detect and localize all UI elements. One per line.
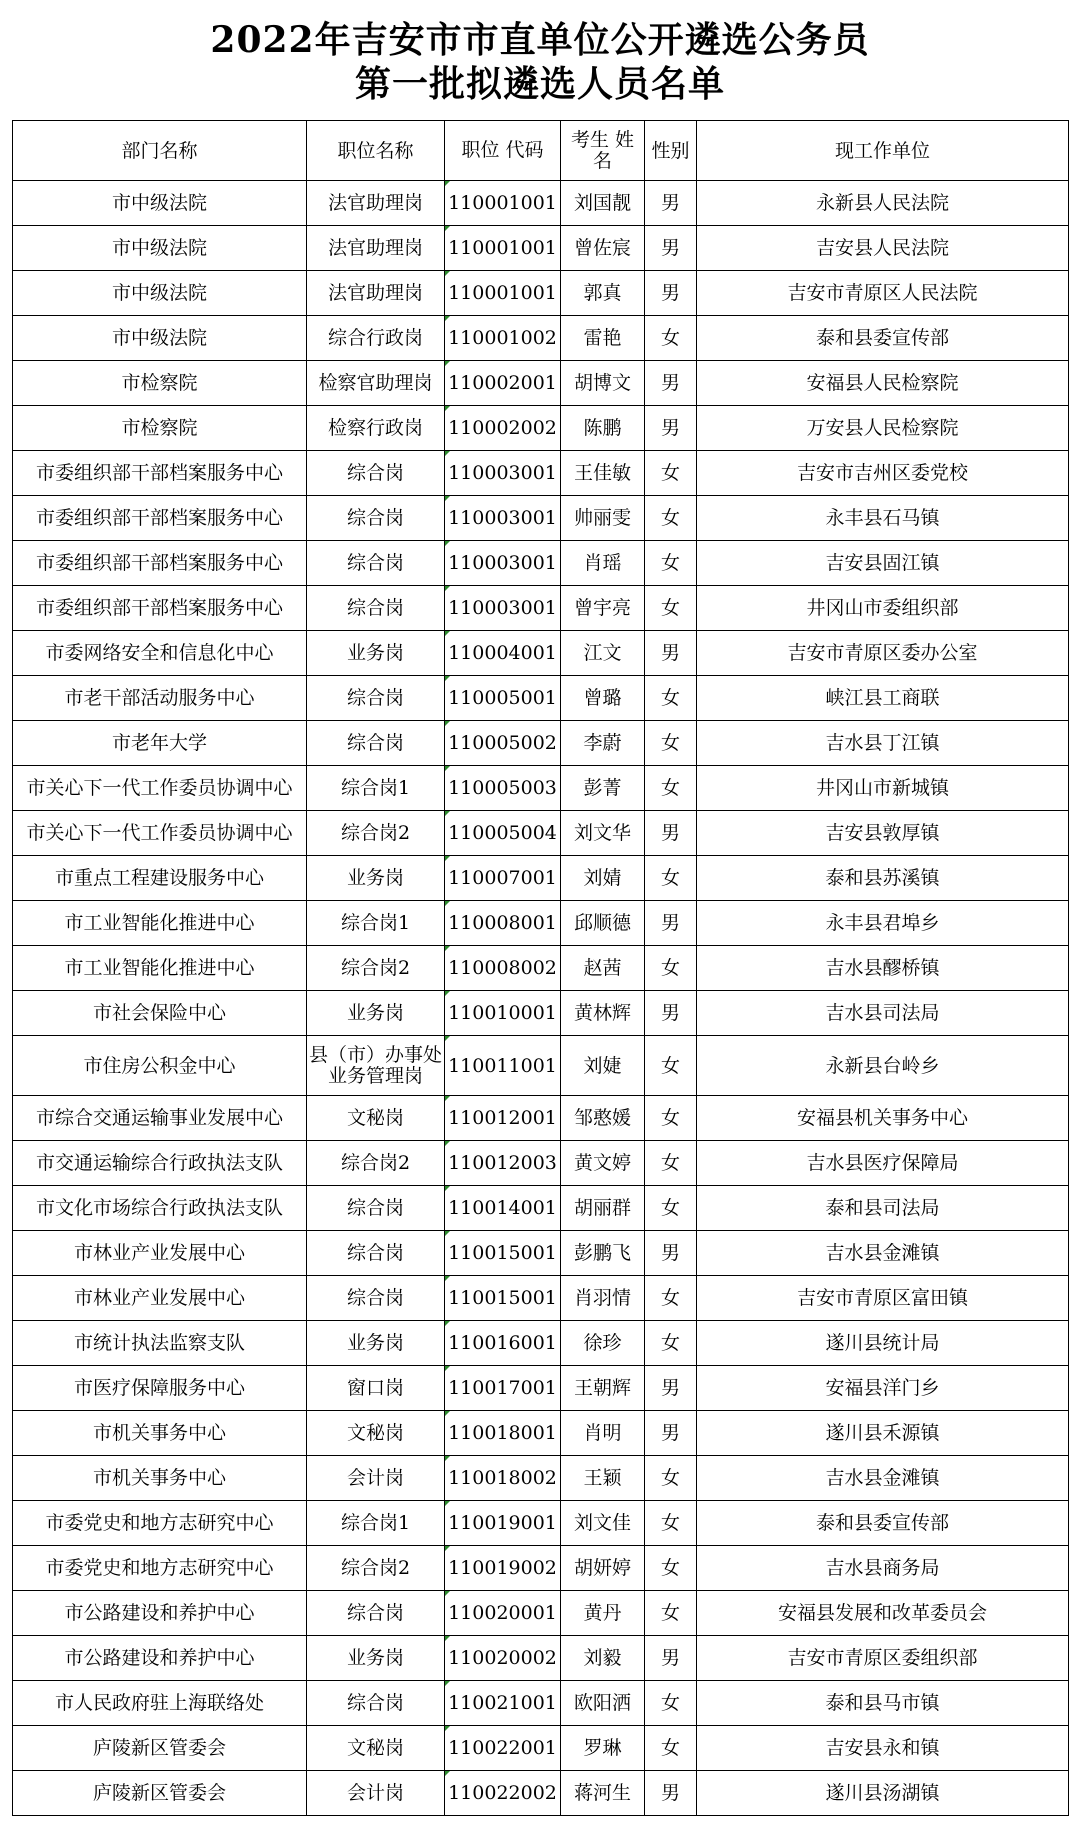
department-cell: 市中级法院 bbox=[13, 181, 307, 226]
workplace-cell: 吉水县醪桥镇 bbox=[697, 946, 1069, 991]
position-code-cell: 110003001 bbox=[445, 451, 561, 496]
workplace-cell: 吉水县金滩镇 bbox=[697, 1456, 1069, 1501]
department-cell: 市老干部活动服务中心 bbox=[13, 676, 307, 721]
workplace-cell: 吉安市青原区人民法院 bbox=[697, 271, 1069, 316]
title-line-2: 第一批拟遴选人员名单 bbox=[354, 63, 725, 105]
position-cell: 县（市）办事处 业务管理岗 bbox=[307, 1036, 445, 1096]
position-code-cell: 110022002 bbox=[445, 1771, 561, 1816]
position-code-cell: 110003001 bbox=[445, 496, 561, 541]
gender-cell: 女 bbox=[645, 856, 697, 901]
candidate-name-cell: 王佳敏 bbox=[561, 451, 645, 496]
table-row bbox=[13, 1141, 1069, 1186]
workplace-cell: 吉安县人民法院 bbox=[697, 226, 1069, 271]
workplace-cell: 永新县人民法院 bbox=[697, 181, 1069, 226]
department-cell: 市检察院 bbox=[13, 406, 307, 451]
position-cell: 综合岗 bbox=[307, 676, 445, 721]
table-row bbox=[13, 451, 1069, 496]
department-cell: 市老年大学 bbox=[13, 721, 307, 766]
candidate-name-cell: 郭真 bbox=[561, 271, 645, 316]
position-code-cell: 110019002 bbox=[445, 1546, 561, 1591]
header-candidate-name: 考生 姓名 bbox=[561, 121, 645, 181]
table-row bbox=[13, 1546, 1069, 1591]
workplace-cell: 泰和县委宣传部 bbox=[697, 316, 1069, 361]
position-cell: 综合岗2 bbox=[307, 811, 445, 856]
candidate-name-cell: 曾璐 bbox=[561, 676, 645, 721]
candidate-name-cell: 曾佐宸 bbox=[561, 226, 645, 271]
position-cell: 综合岗 bbox=[307, 496, 445, 541]
position-cell: 文秘岗 bbox=[307, 1411, 445, 1456]
gender-cell: 男 bbox=[645, 1366, 697, 1411]
department-cell: 市交通运输综合行政执法支队 bbox=[13, 1141, 307, 1186]
department-cell: 市委党史和地方志研究中心 bbox=[13, 1501, 307, 1546]
position-code-cell: 110016001 bbox=[445, 1321, 561, 1366]
table-row bbox=[13, 361, 1069, 406]
position-cell: 综合岗 bbox=[307, 451, 445, 496]
candidate-name-cell: 黄林辉 bbox=[561, 991, 645, 1036]
gender-cell: 女 bbox=[645, 316, 697, 361]
table-row bbox=[13, 901, 1069, 946]
workplace-cell: 安福县人民检察院 bbox=[697, 361, 1069, 406]
position-cell: 综合岗2 bbox=[307, 946, 445, 991]
workplace-cell: 吉安县敦厚镇 bbox=[697, 811, 1069, 856]
position-cell: 综合岗1 bbox=[307, 901, 445, 946]
position-code-cell: 110002001 bbox=[445, 361, 561, 406]
gender-cell: 男 bbox=[645, 226, 697, 271]
position-code-cell: 110018002 bbox=[445, 1456, 561, 1501]
candidate-name-cell: 王颖 bbox=[561, 1456, 645, 1501]
table-row bbox=[13, 946, 1069, 991]
table-row bbox=[13, 1036, 1069, 1096]
gender-cell: 女 bbox=[645, 451, 697, 496]
workplace-cell: 遂川县统计局 bbox=[697, 1321, 1069, 1366]
candidate-name-cell: 胡丽群 bbox=[561, 1186, 645, 1231]
position-code-cell: 110008002 bbox=[445, 946, 561, 991]
position-code-cell: 110015001 bbox=[445, 1231, 561, 1276]
position-code-cell: 110005001 bbox=[445, 676, 561, 721]
workplace-cell: 万安县人民检察院 bbox=[697, 406, 1069, 451]
position-code-cell: 110005002 bbox=[445, 721, 561, 766]
position-cell: 综合岗 bbox=[307, 721, 445, 766]
department-cell: 市医疗保障服务中心 bbox=[13, 1366, 307, 1411]
table-body bbox=[13, 181, 1069, 1816]
workplace-cell: 吉水县医疗保障局 bbox=[697, 1141, 1069, 1186]
gender-cell: 女 bbox=[645, 946, 697, 991]
candidate-name-cell: 王朝辉 bbox=[561, 1366, 645, 1411]
header-gender: 性别 bbox=[645, 121, 697, 181]
gender-cell: 女 bbox=[645, 586, 697, 631]
department-cell: 庐陵新区管委会 bbox=[13, 1771, 307, 1816]
workplace-cell: 吉水县金滩镇 bbox=[697, 1231, 1069, 1276]
candidate-name-cell: 黄文婷 bbox=[561, 1141, 645, 1186]
position-code-cell: 110011001 bbox=[445, 1036, 561, 1096]
table-row bbox=[13, 1636, 1069, 1681]
department-cell: 市委组织部干部档案服务中心 bbox=[13, 496, 307, 541]
position-cell: 业务岗 bbox=[307, 991, 445, 1036]
workplace-cell: 泰和县苏溪镇 bbox=[697, 856, 1069, 901]
table-row bbox=[13, 181, 1069, 226]
workplace-cell: 安福县发展和改革委员会 bbox=[697, 1591, 1069, 1636]
candidate-name-cell: 赵茜 bbox=[561, 946, 645, 991]
department-cell: 市重点工程建设服务中心 bbox=[13, 856, 307, 901]
workplace-cell: 安福县机关事务中心 bbox=[697, 1096, 1069, 1141]
candidate-name-cell: 黄丹 bbox=[561, 1591, 645, 1636]
table-row bbox=[13, 1591, 1069, 1636]
workplace-cell: 峡江县工商联 bbox=[697, 676, 1069, 721]
department-cell: 市中级法院 bbox=[13, 316, 307, 361]
workplace-cell: 吉水县丁江镇 bbox=[697, 721, 1069, 766]
workplace-cell: 泰和县委宣传部 bbox=[697, 1501, 1069, 1546]
table-row bbox=[13, 406, 1069, 451]
gender-cell: 女 bbox=[645, 496, 697, 541]
position-code-cell: 110007001 bbox=[445, 856, 561, 901]
table-row bbox=[13, 1771, 1069, 1816]
workplace-cell: 吉安县固江镇 bbox=[697, 541, 1069, 586]
position-code-cell: 110022001 bbox=[445, 1726, 561, 1771]
candidate-name-cell: 肖羽情 bbox=[561, 1276, 645, 1321]
title-line-1: 2022年吉安市市直单位公开遴选公务员 bbox=[210, 19, 870, 61]
gender-cell: 女 bbox=[645, 1186, 697, 1231]
gender-cell: 女 bbox=[645, 541, 697, 586]
position-cell: 综合岗2 bbox=[307, 1546, 445, 1591]
workplace-cell: 吉安县永和镇 bbox=[697, 1726, 1069, 1771]
gender-cell: 女 bbox=[645, 1141, 697, 1186]
header-department: 部门名称 bbox=[13, 121, 307, 181]
table-row bbox=[13, 271, 1069, 316]
gender-cell: 女 bbox=[645, 1546, 697, 1591]
header-row bbox=[13, 121, 1069, 181]
position-cell: 窗口岗 bbox=[307, 1366, 445, 1411]
position-code-cell: 110020002 bbox=[445, 1636, 561, 1681]
department-cell: 市林业产业发展中心 bbox=[13, 1231, 307, 1276]
position-code-cell: 110010001 bbox=[445, 991, 561, 1036]
table-row bbox=[13, 1501, 1069, 1546]
candidate-name-cell: 曾宇亮 bbox=[561, 586, 645, 631]
table-row bbox=[13, 1321, 1069, 1366]
department-cell: 市委网络安全和信息化中心 bbox=[13, 631, 307, 676]
candidate-name-cell: 蒋河生 bbox=[561, 1771, 645, 1816]
position-cell: 综合岗 bbox=[307, 1681, 445, 1726]
gender-cell: 女 bbox=[645, 1501, 697, 1546]
candidate-name-cell: 徐珍 bbox=[561, 1321, 645, 1366]
workplace-cell: 吉水县商务局 bbox=[697, 1546, 1069, 1591]
table-row bbox=[13, 676, 1069, 721]
position-code-cell: 110014001 bbox=[445, 1186, 561, 1231]
gender-cell: 男 bbox=[645, 901, 697, 946]
position-code-cell: 110003001 bbox=[445, 586, 561, 631]
position-code-cell: 110002002 bbox=[445, 406, 561, 451]
position-cell: 法官助理岗 bbox=[307, 271, 445, 316]
position-code-cell: 110001001 bbox=[445, 226, 561, 271]
table-row bbox=[13, 1231, 1069, 1276]
table-header bbox=[13, 121, 1069, 181]
candidate-name-cell: 刘国靓 bbox=[561, 181, 645, 226]
table-row bbox=[13, 1456, 1069, 1501]
department-cell: 庐陵新区管委会 bbox=[13, 1726, 307, 1771]
candidate-name-cell: 刘婕 bbox=[561, 1036, 645, 1096]
workplace-cell: 井冈山市委组织部 bbox=[697, 586, 1069, 631]
gender-cell: 女 bbox=[645, 1276, 697, 1321]
gender-cell: 女 bbox=[645, 1456, 697, 1501]
table-row bbox=[13, 721, 1069, 766]
candidate-name-cell: 罗琳 bbox=[561, 1726, 645, 1771]
candidate-name-cell: 江文 bbox=[561, 631, 645, 676]
table-row bbox=[13, 631, 1069, 676]
department-cell: 市委党史和地方志研究中心 bbox=[13, 1546, 307, 1591]
department-cell: 市公路建设和养护中心 bbox=[13, 1636, 307, 1681]
department-cell: 市关心下一代工作委员协调中心 bbox=[13, 811, 307, 856]
position-cell: 业务岗 bbox=[307, 856, 445, 901]
department-cell: 市统计执法监察支队 bbox=[13, 1321, 307, 1366]
document-title bbox=[0, 0, 1080, 120]
position-cell: 文秘岗 bbox=[307, 1096, 445, 1141]
position-cell: 检察官助理岗 bbox=[307, 361, 445, 406]
candidate-name-cell: 帅丽雯 bbox=[561, 496, 645, 541]
position-cell: 业务岗 bbox=[307, 1636, 445, 1681]
position-cell: 文秘岗 bbox=[307, 1726, 445, 1771]
workplace-cell: 吉安市青原区富田镇 bbox=[697, 1276, 1069, 1321]
gender-cell: 女 bbox=[645, 676, 697, 721]
table-row bbox=[13, 1276, 1069, 1321]
position-cell: 综合岗 bbox=[307, 1591, 445, 1636]
department-cell: 市人民政府驻上海联络处 bbox=[13, 1681, 307, 1726]
position-code-cell: 110020001 bbox=[445, 1591, 561, 1636]
candidate-name-cell: 刘毅 bbox=[561, 1636, 645, 1681]
workplace-cell: 吉水县司法局 bbox=[697, 991, 1069, 1036]
table-row bbox=[13, 1681, 1069, 1726]
workplace-cell: 遂川县禾源镇 bbox=[697, 1411, 1069, 1456]
workplace-cell: 吉安市青原区委办公室 bbox=[697, 631, 1069, 676]
candidate-name-cell: 胡博文 bbox=[561, 361, 645, 406]
table-row bbox=[13, 1096, 1069, 1141]
table-row bbox=[13, 1411, 1069, 1456]
header-position: 职位名称 bbox=[307, 121, 445, 181]
position-code-cell: 110001001 bbox=[445, 271, 561, 316]
table-row bbox=[13, 496, 1069, 541]
table-row bbox=[13, 856, 1069, 901]
position-cell: 综合岗 bbox=[307, 541, 445, 586]
gender-cell: 女 bbox=[645, 1036, 697, 1096]
candidate-name-cell: 刘婧 bbox=[561, 856, 645, 901]
position-code-cell: 110003001 bbox=[445, 541, 561, 586]
candidate-name-cell: 肖明 bbox=[561, 1411, 645, 1456]
department-cell: 市综合交通运输事业发展中心 bbox=[13, 1096, 307, 1141]
gender-cell: 女 bbox=[645, 721, 697, 766]
position-cell: 综合岗1 bbox=[307, 1501, 445, 1546]
department-cell: 市住房公积金中心 bbox=[13, 1036, 307, 1096]
position-cell: 法官助理岗 bbox=[307, 226, 445, 271]
candidate-name-cell: 雷艳 bbox=[561, 316, 645, 361]
position-cell: 综合行政岗 bbox=[307, 316, 445, 361]
position-code-cell: 110008001 bbox=[445, 901, 561, 946]
candidate-name-cell: 欧阳洒 bbox=[561, 1681, 645, 1726]
table-row bbox=[13, 811, 1069, 856]
department-cell: 市委组织部干部档案服务中心 bbox=[13, 451, 307, 496]
position-code-cell: 110018001 bbox=[445, 1411, 561, 1456]
gender-cell: 男 bbox=[645, 271, 697, 316]
gender-cell: 男 bbox=[645, 361, 697, 406]
position-cell: 业务岗 bbox=[307, 631, 445, 676]
department-cell: 市机关事务中心 bbox=[13, 1456, 307, 1501]
workplace-cell: 遂川县汤湖镇 bbox=[697, 1771, 1069, 1816]
position-cell: 综合岗1 bbox=[307, 766, 445, 811]
gender-cell: 男 bbox=[645, 181, 697, 226]
workplace-cell: 永新县台岭乡 bbox=[697, 1036, 1069, 1096]
department-cell: 市中级法院 bbox=[13, 226, 307, 271]
position-cell: 综合岗 bbox=[307, 1186, 445, 1231]
department-cell: 市工业智能化推进中心 bbox=[13, 946, 307, 991]
gender-cell: 男 bbox=[645, 811, 697, 856]
candidate-name-cell: 邱顺德 bbox=[561, 901, 645, 946]
table-row bbox=[13, 316, 1069, 361]
table-row bbox=[13, 541, 1069, 586]
position-code-cell: 110017001 bbox=[445, 1366, 561, 1411]
gender-cell: 男 bbox=[645, 1771, 697, 1816]
gender-cell: 女 bbox=[645, 1321, 697, 1366]
position-code-cell: 110005003 bbox=[445, 766, 561, 811]
position-cell: 法官助理岗 bbox=[307, 181, 445, 226]
table-row bbox=[13, 226, 1069, 271]
candidate-name-cell: 陈鹏 bbox=[561, 406, 645, 451]
department-cell: 市中级法院 bbox=[13, 271, 307, 316]
candidate-name-cell: 李蔚 bbox=[561, 721, 645, 766]
table-row bbox=[13, 1186, 1069, 1231]
position-cell: 检察行政岗 bbox=[307, 406, 445, 451]
department-cell: 市机关事务中心 bbox=[13, 1411, 307, 1456]
department-cell: 市委组织部干部档案服务中心 bbox=[13, 586, 307, 631]
workplace-cell: 吉安市吉州区委党校 bbox=[697, 451, 1069, 496]
table-row bbox=[13, 1726, 1069, 1771]
position-cell: 综合岗2 bbox=[307, 1141, 445, 1186]
gender-cell: 男 bbox=[645, 1411, 697, 1456]
table-row bbox=[13, 766, 1069, 811]
position-cell: 综合岗 bbox=[307, 1231, 445, 1276]
gender-cell: 男 bbox=[645, 991, 697, 1036]
candidate-name-cell: 邹憨媛 bbox=[561, 1096, 645, 1141]
department-cell: 市文化市场综合行政执法支队 bbox=[13, 1186, 307, 1231]
position-cell: 综合岗 bbox=[307, 1276, 445, 1321]
position-code-cell: 110005004 bbox=[445, 811, 561, 856]
header-workplace: 现工作单位 bbox=[697, 121, 1069, 181]
candidate-name-cell: 肖瑶 bbox=[561, 541, 645, 586]
position-code-cell: 110019001 bbox=[445, 1501, 561, 1546]
department-cell: 市关心下一代工作委员协调中心 bbox=[13, 766, 307, 811]
workplace-cell: 泰和县司法局 bbox=[697, 1186, 1069, 1231]
gender-cell: 女 bbox=[645, 1681, 697, 1726]
gender-cell: 女 bbox=[645, 766, 697, 811]
position-cell: 会计岗 bbox=[307, 1456, 445, 1501]
department-cell: 市公路建设和养护中心 bbox=[13, 1591, 307, 1636]
workplace-cell: 永丰县石马镇 bbox=[697, 496, 1069, 541]
candidate-name-cell: 刘文华 bbox=[561, 811, 645, 856]
candidate-name-cell: 彭鹏飞 bbox=[561, 1231, 645, 1276]
position-cell: 会计岗 bbox=[307, 1771, 445, 1816]
workplace-cell: 井冈山市新城镇 bbox=[697, 766, 1069, 811]
department-cell: 市委组织部干部档案服务中心 bbox=[13, 541, 307, 586]
gender-cell: 男 bbox=[645, 406, 697, 451]
candidate-name-cell: 刘文佳 bbox=[561, 1501, 645, 1546]
position-code-cell: 110001002 bbox=[445, 316, 561, 361]
gender-cell: 男 bbox=[645, 631, 697, 676]
gender-cell: 女 bbox=[645, 1591, 697, 1636]
workplace-cell: 永丰县君埠乡 bbox=[697, 901, 1069, 946]
workplace-cell: 安福县洋门乡 bbox=[697, 1366, 1069, 1411]
position-code-cell: 110004001 bbox=[445, 631, 561, 676]
candidate-name-cell: 彭菁 bbox=[561, 766, 645, 811]
position-code-cell: 110015001 bbox=[445, 1276, 561, 1321]
candidate-table bbox=[12, 120, 1069, 1816]
workplace-cell: 吉安市青原区委组织部 bbox=[697, 1636, 1069, 1681]
position-cell: 业务岗 bbox=[307, 1321, 445, 1366]
department-cell: 市检察院 bbox=[13, 361, 307, 406]
candidate-name-cell: 胡妍婷 bbox=[561, 1546, 645, 1591]
gender-cell: 女 bbox=[645, 1096, 697, 1141]
gender-cell: 男 bbox=[645, 1231, 697, 1276]
position-code-cell: 110012003 bbox=[445, 1141, 561, 1186]
gender-cell: 男 bbox=[645, 1636, 697, 1681]
table-row bbox=[13, 1366, 1069, 1411]
gender-cell: 女 bbox=[645, 1726, 697, 1771]
department-cell: 市林业产业发展中心 bbox=[13, 1276, 307, 1321]
workplace-cell: 泰和县马市镇 bbox=[697, 1681, 1069, 1726]
position-cell: 综合岗 bbox=[307, 586, 445, 631]
header-position-code: 职位 代码 bbox=[445, 121, 561, 181]
position-code-cell: 110021001 bbox=[445, 1681, 561, 1726]
position-code-cell: 110001001 bbox=[445, 181, 561, 226]
table-row bbox=[13, 586, 1069, 631]
position-code-cell: 110012001 bbox=[445, 1096, 561, 1141]
table-row bbox=[13, 991, 1069, 1036]
department-cell: 市社会保险中心 bbox=[13, 991, 307, 1036]
department-cell: 市工业智能化推进中心 bbox=[13, 901, 307, 946]
